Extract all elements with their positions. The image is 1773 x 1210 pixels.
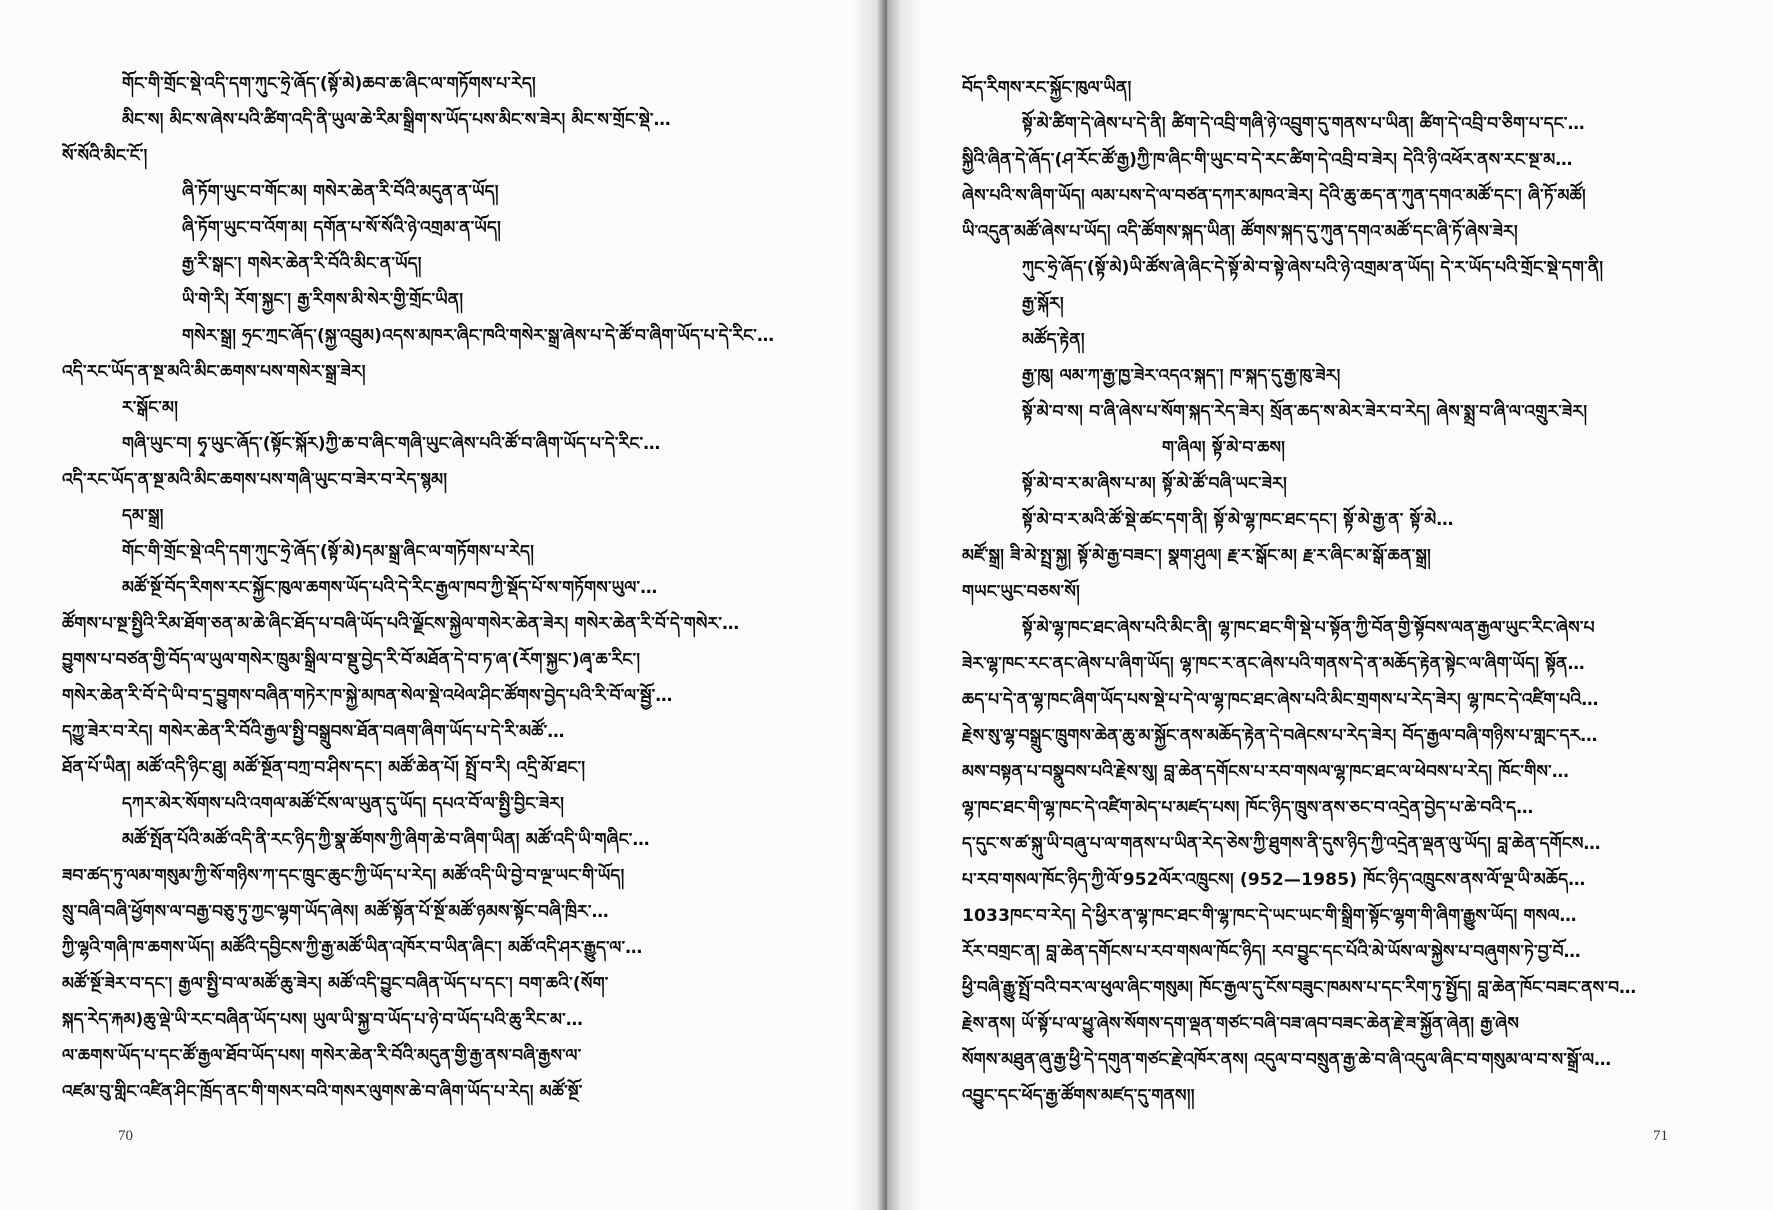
text-line: དཀྱུ་ཟེར་བ་རེད། གསེར་ཆེན་རི་བོའི་རྒྱལ་སྤྱི་བསྒྲུབས་ཐོན་བཞག་ཞིག་ཡོད་པ་དེ་རི་མཚོ་… [62, 722, 565, 742]
text-line: གཡང་ཡུང་བཅས་སོ། [962, 582, 1080, 602]
text-line: ལྷ་ཁང་ཐང་གི་ལྷ་ཁང་དེ་འཛིག་མེད་པ་མཛད་པས། ཁོང་ཉིད་ཁྲུས་ནས་ཅང་བ་འདྲེན་བྱེད་པ་ཆེ་བའི་ད… [962, 798, 1534, 818]
text-line: དཀར་མེར་སོགས་པའི་འགལ་མཚོ་ངོས་ལ་ཡུན་དུ་ཡོད། དཔའ་བོ་ལ་སྤྱི་བྱིང་ཟེར། [122, 794, 565, 814]
text-line: མཛོ་སྒྲ། ཟི་མེ་སྤྲ་སྐྱ། སྟོ་མེ་རྒྱ་བཟང་། སྣག་ཤུལ། རྗ་ར་སྒོང་མ། རྗ་ར་ཞིང་མ་སྒོ་ཆན་སྒྲ། [962, 546, 1432, 566]
text-line: སྟོ་མེ་ལྷ་ཁང་ཐང་ཞེས་པའི་མིང་ནི། ལྷ་ཁང་ཐང་གི་སྡེ་པ་སྟོན་ཀྱི་བོན་གྱི་སྟོབས་ལན་རྒྱལ་ཡུང་རིང་ཞེས་པ [1022, 618, 1595, 638]
text-line: བོད་རིགས་རང་སྐྱོང་ཁུལ་ཡིན། [962, 78, 1132, 98]
text-line: རྒྱ་སྐོར། [1022, 294, 1064, 314]
text-line: ཞེས་པའི་ས་ཞིག་ཡོད། ལམ་པས་དེ་ལ་བཙན་དཀར་མཁའ་ཟེར། དེའི་ཆུ་ཆད་ན་ཀུན་དགའ་མཚོ་དང་། ཞི་ཏོ་མཚོ། [962, 186, 1586, 206]
text-line: ཡི་འདུན་མཚོ་ཞེས་པ་ཡོད། འདི་ཚོགས་སྐད་ཡིན། ཚོགས་སྐད་དུ་ཀུན་དགའ་མཚོ་དང་ཞི་ཏོ་ཞེས་ཟེར། [962, 222, 1518, 242]
text-line: རྗེས་ནས། ཡོ་སྟོ་པ་ལ་ཕྱུ་ཞེས་སོགས་དག་ལྡན་གཙང་བཞི་བཟ་ཞབ་བཟང་ཆེན་རྗེ་ཟ་སྐྱོན་ཞེན། རྒྱ་ཞེས [962, 1014, 1520, 1034]
text-line: ཚོགས་པ་སྔ་སྤྱིའི་རིམ་ཐོག་ཅན་མ་ཆེ་ཞིང་ཐོད་པ་བཞི་ཡོད་པའི་ལྗོངས་སྐྱེལ་གསེར་ཆེན་ཟེར། གསེར་ཆེན་རི་བོ་དེ་གསེར་… [62, 614, 740, 634]
text-line: གོང་གི་གྲོང་སྡེ་འདི་དག་ཀུང་ཧྲེ་ཞོད་(སྟོ་མེ)ཆབ་ཆ་ཞིང་ལ་གཏོགས་པ་རེད། [122, 74, 536, 94]
text-line: མཚོད་རྟེན། [1022, 330, 1085, 350]
text-line: འདི་རང་ཡོད་ན་སྔ་མའི་མིང་ཆགས་པས་གསེར་སྒྲ་ཟེར། [62, 362, 366, 382]
text-line: སོ་སོའི་མིང་ངོ་། [62, 146, 148, 166]
text-line: མིང་ས། མིང་ས་ཞེས་པའི་ཚིག་འདི་ནི་ཡུལ་ཆེ་རིམ་སྒྲིག་ས་ཡོད་པས་མིང་ས་ཟེར། མིང་ས་གྲོང་སྡེ་… [122, 110, 671, 130]
left-page [0, 0, 878, 1210]
text-line: རྒྱ་རི་སྒང་། གསེར་ཆེན་རི་བོའི་མིང་ན་ཡོད། [182, 254, 422, 274]
text-line: མས་བསྟན་པ་བསྣུབས་པའི་རྗེས་སུ། བླ་ཆེན་དགོངས་པ་རབ་གསལ་ལྷ་ཁང་ཐང་ལ་ཕེབས་པ་རེད། ཁོང་གིས་… [962, 762, 1570, 782]
text-line: དམ་སྒྲ། [122, 506, 164, 526]
text-line: རྗེས་སུ་ལྷ་བསྒྲུང་ཁྲུགས་ཆེན་ཆུ་མ་སྐྱོང་ནས་མཆོད་རྟེན་དེ་བཞེངས་པ་རེད་ཟེར། བོད་རྒྱལ་བཞི་གཉིས་པ་གླང་དར… [962, 726, 1598, 746]
text-line: ཟེར་ལྷ་ཁང་རང་ནང་ཞེས་པ་ཞིག་ཡོད། ལྷ་ཁང་ར་ནང་ཞེས་པའི་གནས་དེ་ན་མཆོད་རྟེན་སྟེང་ལ་ཞིག་ཡོད། སྟོན… [962, 654, 1585, 674]
text-line: མཚོ་སྔོ་ཟེར་བ་དང་། རྒྱལ་སྤྱི་བ་ལ་མཚོ་ཆུ་ཟེར། མཚོ་འདི་བྱུང་བཞིན་ཡོད་པ་དང་། བག་ཆའི་(སོག་ [62, 974, 609, 994]
text-line: ཞི་ཏོག་ཡུང་བ་གོང་མ། གསེར་ཆེན་རི་བོའི་མདུན་ན་ཡོད། [182, 182, 499, 202]
text-line: སྲུ་བཞི་བཞི་ཕྱོགས་ལ་བརྒྱ་བཅུ་ཏུ་ཀྱང་ལྷག་ཡོད་ཞེས། མཚོ་སྟོན་པོ་སྔོ་མཚོ་ཉམས་སྟོང་བཞི་ཁྲིར་… [62, 902, 609, 922]
text-line: གོང་གི་གྲོང་སྡེ་འདི་དག་ཀུང་ཧྲེ་ཞོད་(སྟོ་མེ)དམ་སྒྲ་ཞིང་ལ་གཏོགས་པ་རེད། [122, 542, 535, 562]
text-line: གསེར་སྒྲ། ཧྲང་ཀྲང་ཞོད་(སྐྱ་འབྲུམ)འདས་མཁར་ཞིང་ཁའི་གསེར་སྒྲ་ཞེས་པ་དེ་ཚོ་བ་ཞིག་ཡོད་པ་དེ་རིང་… [182, 326, 775, 346]
text-line: ཟབ་ཚད་ཏུ་ལམ་གསུམ་ཀྱི་སོ་གཉིས་ཀ་དང་ཁྲུང་ཆུང་ཀྱི་ཡོད་པ་རེད། མཚོ་འདི་ཡི་བྱེ་བ་ལྔ་ཡང་གི་ཡོད། [62, 866, 625, 886]
text-line: སྟོ་མེ་བ་ས། བ་ཞི་ཞེས་པ་སོག་སྐད་རེད་ཟེར། སྲོན་ཆད་ས་མེར་ཟེར་བ་རེད། ཞེས་སྨྲ་བ་ཞི་ལ་འགྲུར་ཟེར། [1022, 402, 1588, 422]
text-line: འབྱུང་དང་ཕོད་རྒྱ་ཚོགས་མཛད་དུ་གནས།། [962, 1086, 1195, 1106]
text-line: སྐྱིའི་ཞིན་དེ་ཞོད་(ཤ་རོང་ཚོ་རྒྱ)ཀྱི་ཁ་ཞིང་གི་ཡུང་བ་དེ་རང་ཚིག་དེ་འབྲི་བ་ཟེར། དེའི་ཉི་འཕོར་ནས་རང་སྔ་མ… [962, 150, 1573, 170]
text-line: འདི་རང་ཡོད་ན་སྔ་མའི་མིང་ཆགས་པས་གཞི་ཡུང་བ་ཟེར་བ་རེད་སྙམ། [62, 470, 448, 490]
text-line: ལ་ཆགས་ཡོད་པ་དང་ཚོ་རྒྱལ་ཐོབ་ཡོད་པས། གསེར་ཆེན་རི་བོའི་མདུན་གྱི་རྒྱ་ནས་བཞི་རྒྱས་ལ་ [62, 1046, 582, 1066]
text-line: འཛམ་བུ་གླིང་འཛིན་ཤིང་ཁྲོད་ནང་གི་གསར་བའི་གསར་ལུགས་ཆེ་བ་ཞིག་ཡོད་པ་རེད། མཚོ་སྔོ་ [62, 1082, 583, 1102]
text-line: ཞི་ཏོག་ཡུང་བ་འོག་མ། དགོན་པ་སོ་སོའི་ཉེ་འགྲམ་ན་ཡོད། [182, 218, 501, 238]
page-number: 71 [1653, 1128, 1668, 1144]
text-line: སྟོ་མེ་ཚིག་དེ་ཞེས་པ་དེ་ནི། ཚིག་དེ་འབྲི་གཞི་ཉེ་འབྲུག་དུ་གནས་པ་ཡིན། ཚིག་དེ་འབྲི་བ་ཅིག་པ་དང་… [1022, 114, 1585, 134]
text-line: པ་རབ་གསལ་ཁོང་ཉིད་ཀྱི་ལོ་952ལོར་འཁྲུངས། (952—1985) ཁོང་ཉིད་འཁྲུངས་ནས་ལོ་ལྔ་ཡི་མཆོད… [962, 870, 1586, 890]
text-line: སྟོ་མེ་བ་ར་མ་ཞིས་པ་མ། སྟོ་མེ་ཚོ་བཞི་ཡང་ཟེར། [1022, 474, 1287, 494]
text-line: ཆད་པ་དེ་ན་ལྷ་ཁང་ཞིག་ཡོད་པས་སྡེ་པ་དེ་ལ་ལྷ་ཁང་ཐང་ཞེས་པའི་མིང་གྲགས་པ་རེད་ཟེར། ལྷ་ཁང་དེ་འཛིག་པའི… [962, 690, 1599, 710]
page-number: 70 [118, 1128, 133, 1144]
text-line: གསེར་ཆེན་རི་བོ་དེ་ཡི་བ་དྲ་བྱུགས་བཞིན་གཏེར་ཁ་སྐྱེ་མཁན་སེལ་སྡེ་འཕེལ་ཤིང་ཚོགས་བྱེད་པའི་རི་བོ་ལ་སྦྱོ་… [62, 686, 673, 706]
text-line: ཀྱི་ལྷའི་གཞི་ཁ་ཆགས་ཡོད། མཚོའི་དབྱིངས་ཀྱི་རྒྱ་མཚོ་ཡིན་འཁོར་བ་ཡིན་ཞིང་། མཚོ་འདི་ཤར་རྒྱུད་ལ་… [62, 938, 643, 958]
right-page [900, 0, 1773, 1210]
text-line: ཐོན་པོ་ཡིན། མཚོ་འདི་ཉིང་ཐུ། མཚོ་སྔོན་བཀྲ་བ་ཤིས་དང་། མཚོ་ཆེན་པོ། སྤྲོ་བ་རི། འདྲི་མོ་ཐང་། [62, 758, 586, 778]
text-line: ཡི་གེ་རི། རོག་སྐྱང་། རྒྱ་རིགས་མི་སེར་གྱི་གྲོང་ཡིན། [182, 290, 464, 310]
text-line: སྐད་རེད་རྐམ)ཆུ་ལྡེ་ཡི་རང་བཞིན་ཡོད་པས། ཡུལ་ཡི་སྐྱ་བ་ཡོད་པ་ཉེ་བ་ཡོད་པའི་ཆུ་རིང་མ་… [62, 1010, 584, 1030]
text-line: ད་དུང་ས་ཚ་སྐུ་ཡི་བཞུ་པ་ལ་གནས་པ་ཡིན་རེད་ཅེས་ཀྱི་ཐུགས་ནི་དུས་ཉིད་ཀྱི་འདྲེན་ལྡན་ལུ་ཡོད། བླ་ཆེན་དགོངས… [962, 834, 1601, 854]
text-line: 1033ཁང་བ་རེད། དེ་ཕྱིར་ན་ལྷ་ཁང་ཐང་གི་ལྷ་ཁང་དེ་ཡང་ཡང་གི་སྒྲིག་སྟོང་ལྷག་གི་ཞིག་རྒྱུས་ཡོད། གསལ… [962, 906, 1577, 926]
text-line: ཕྱི་བཞི་རྒྱུ་སྤྲོ་བའི་བར་ལ་ཕུལ་ཞིང་གསུམ། ཁོང་རྒྱལ་དུ་ངོས་བཟུང་ཁམས་པ་དང་རིག་ཏུ་སྤྱོད། བླ་ཆེན་ཁོང་བཟང་ནས་བ… [962, 978, 1637, 998]
text-line: མཚོ་སྤོན་པོའི་མཚོ་འདི་ནི་རང་ཉིད་ཀྱི་སྣ་ཚོགས་ཀྱི་ཞིག་ཆེ་བ་ཞིག་ཡིན། མཚོ་འདི་ཡི་གཞིང་… [122, 830, 650, 850]
text-line: ཀུང་ཧྲེ་ཞོད་(སྟོ་མེ)ཡི་ཚོས་ཞེ་ཞིང་དེ་སྟོ་མེ་བ་སྟེ་ཞེས་པའི་ཉེ་འགྲམ་ན་ཡོད། དེ་ར་ཡོད་པའི་གྲོང་སྡེ་དག་ནི། [1022, 258, 1604, 278]
text-line: མཚོ་སྔོ་བོད་རིགས་རང་སྐྱོང་ཁུལ་ཆགས་ཡོད་པའི་དེ་རིང་རྒྱལ་ཁབ་ཀྱི་སྡོད་པོ་ས་གཏོགས་ཡུལ་… [122, 578, 658, 598]
text-line: ག་ཞིལ། སྟོ་མེ་བ་ཆས། [1162, 438, 1286, 458]
text-line: ར་སྒོང་མ། [122, 398, 179, 418]
text-line: གཞི་ཡུང་བ། ཧྭ་ཡུང་ཞོད་(སྟོང་སྐོར)ཀྱི་ཆ་བ་ཞིང་གཞི་ཡུང་ཞེས་པའི་ཚོ་བ་ཞིག་ཡོད་པ་དེ་རིང་… [122, 434, 661, 454]
text-line: སྟོ་མེ་བ་ར་མའི་ཚོ་སྡེ་ཚང་དག་ནི། སྟོ་མེ་ལྷ་ཁང་ཐང་དང་། སྟོ་མེ་རྒྱ་ན་ སྟོ་མེ… [1022, 510, 1454, 530]
text-line: སོགས་མཐུན་ཞུ་རྒྱ་ཕྱི་དེ་དགུན་གཙང་རྗེ་འཁོར་ནས། འདུལ་བ་བསྲུན་རྒྱ་ཆེ་བ་ཞི་འདུལ་ཞིང་བ་གསུམ་ལ་བ་ས་སྒྲོ་ལ… [962, 1050, 1612, 1070]
text-line: རྒྱ་ཁུ། ལམ་ཀ་རྒྱ་ཁྱ་ཟེར་འདའ་སྐད་། ཁ་སྐད་དུ་རྒྱ་ཁུ་ཟེར། [1022, 366, 1341, 386]
text-line: རོར་བགྲང་ན། བླ་ཆེན་དགོངས་པ་རབ་གསལ་ཁོང་ཉིད། རབ་བྱུང་དང་པོའི་མེ་ཡོས་ལ་སྐྱེས་པ་བཞུགས་ཏེ་བྱ་བོ… [962, 942, 1581, 962]
text-line: བྱུགས་པ་བཙན་གྱི་བོད་ལ་ཡུལ་གསེར་ཁྲུམ་སྒྲིལ་བ་སྡུ་བྱེད་རི་བོ་མཐོན་དེ་བ་ཏ་ཞ་(རོག་སྐྱང་)ཞྭ་ཆ་རིང་། [62, 650, 641, 670]
